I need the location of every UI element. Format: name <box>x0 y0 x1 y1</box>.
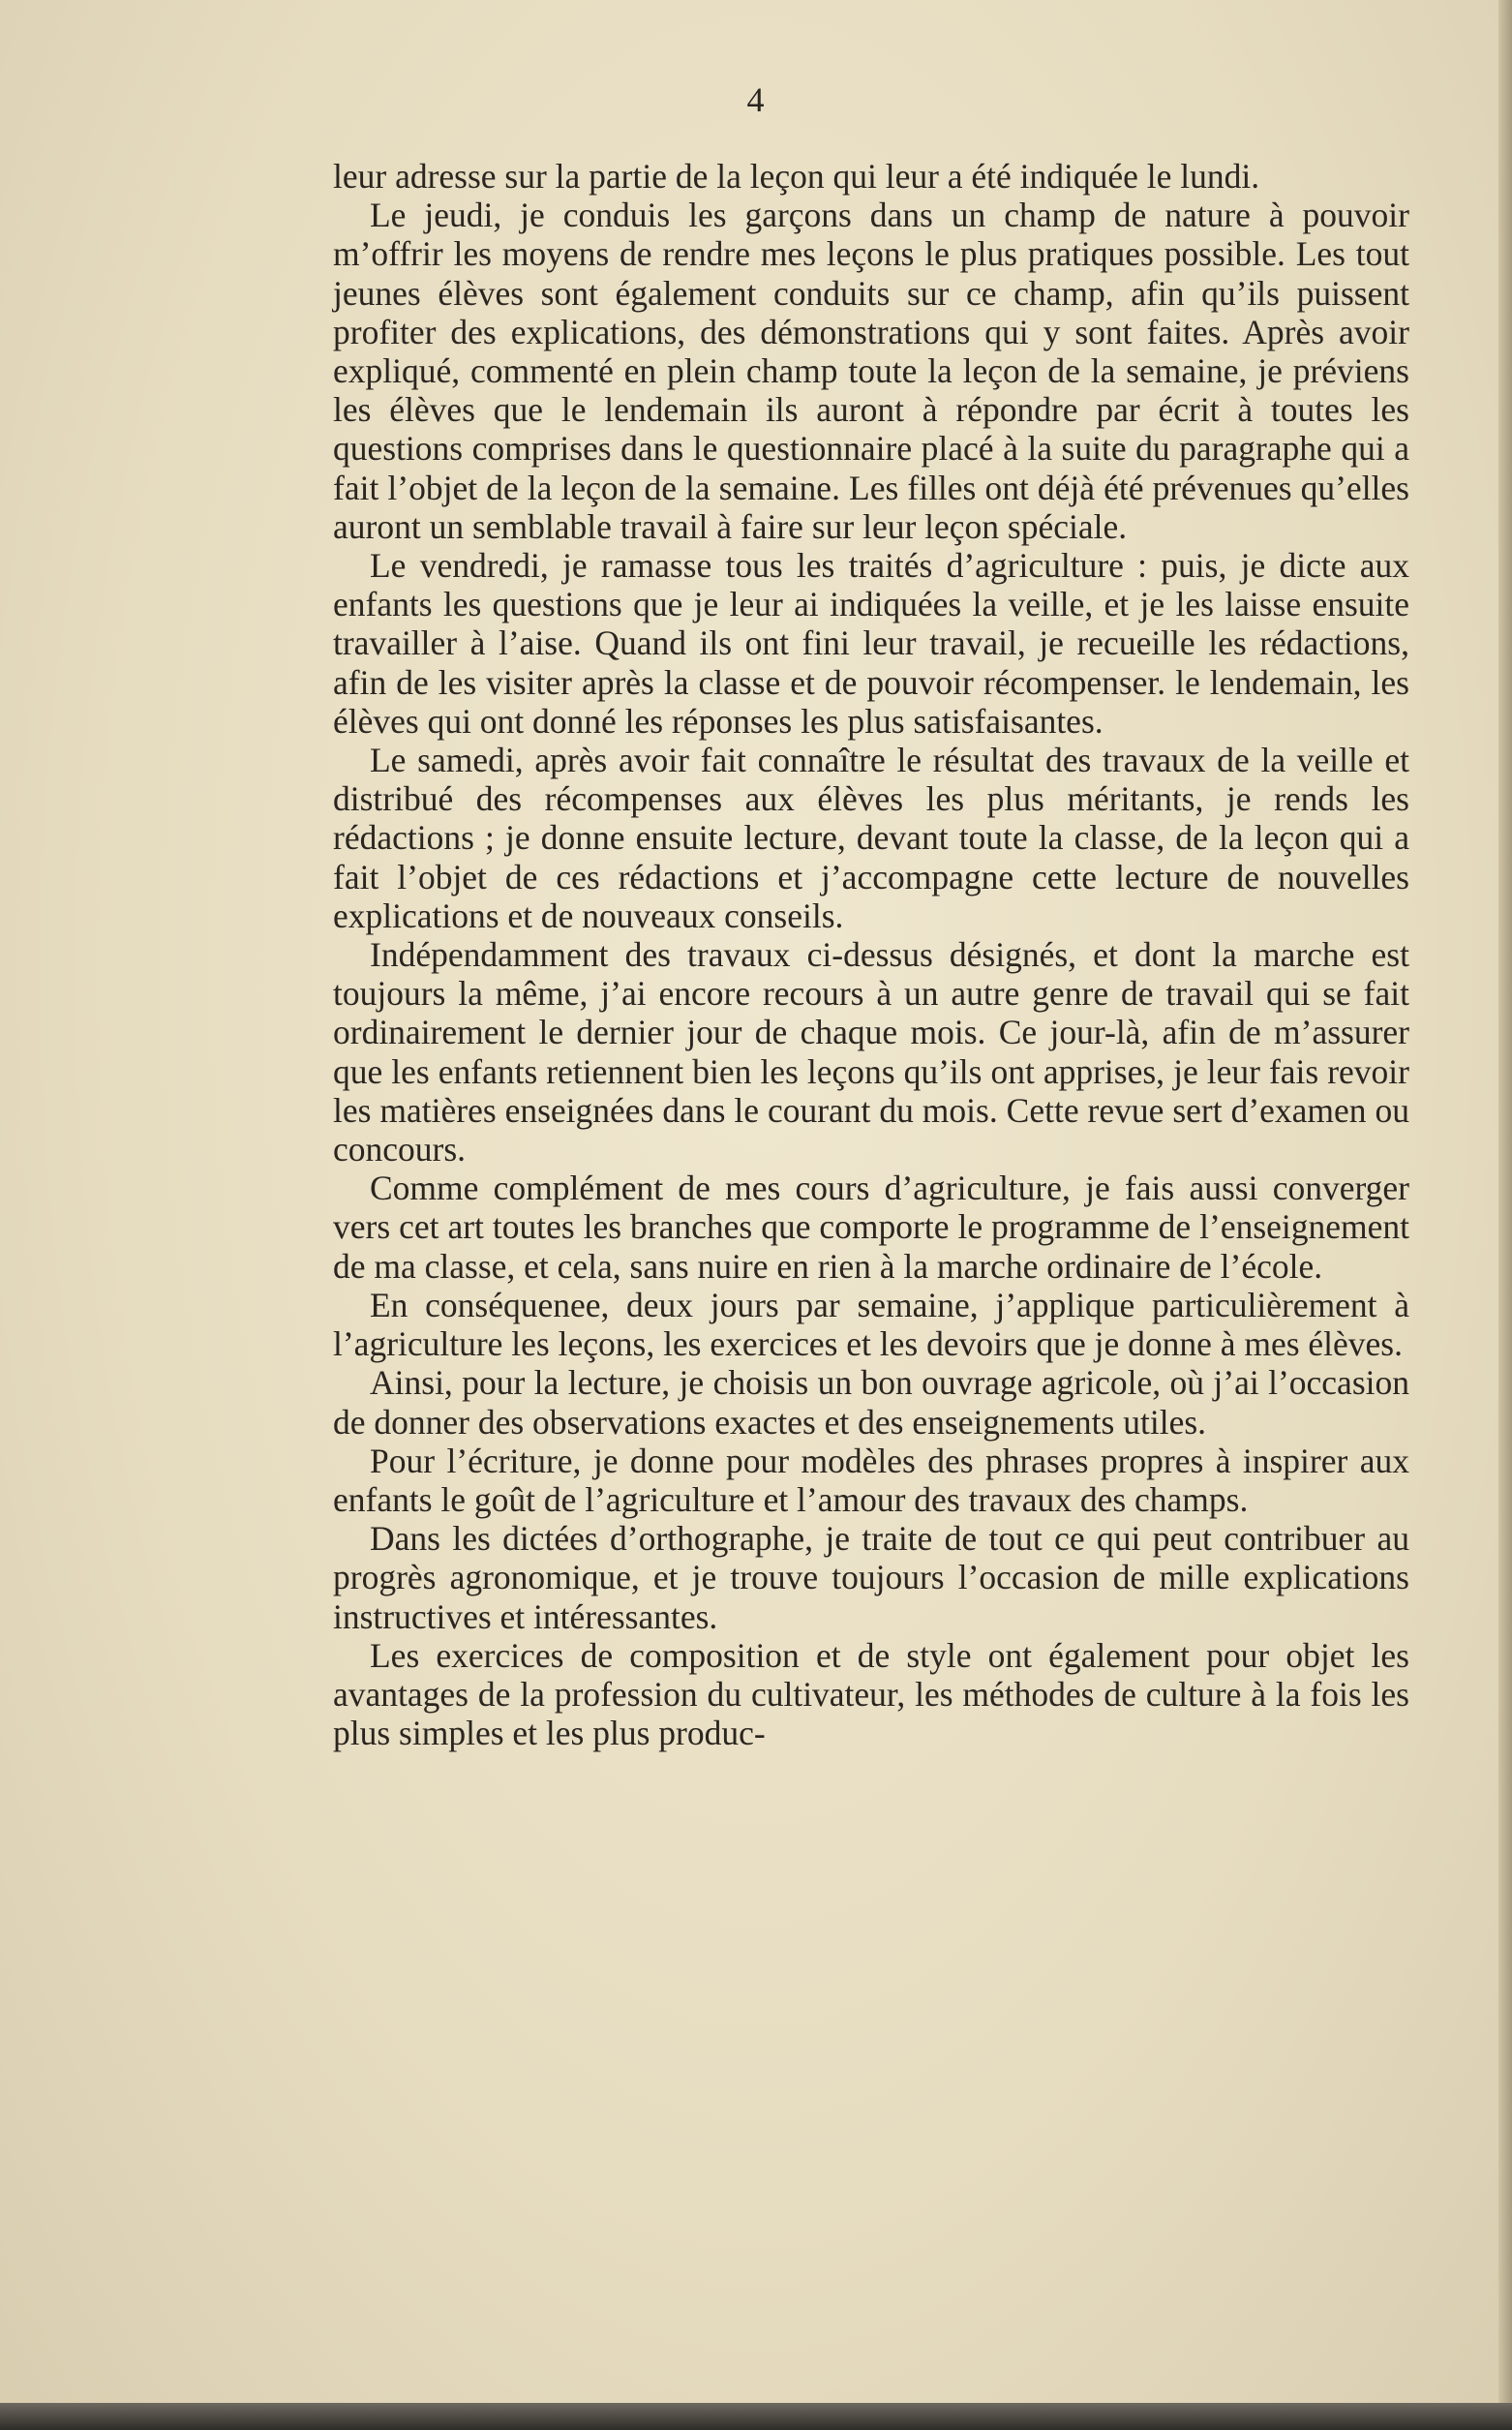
paragraph: Pour l’écriture, je donne pour modèles des phrases propres à inspirer aux enfants le goût de l’agriculture et l’amour des travaux des champs. <box>333 1441 1409 1519</box>
page-number: 4 <box>746 80 766 119</box>
paragraph: Les exercices de composition et de style ont également pour objet les avantages de la profession du cultivateur, les méthodes de culture à la fois les plus simples et les plus produc- <box>333 1635 1409 1753</box>
page-right-edge <box>1498 0 1512 2430</box>
paragraph: Indépendamment des travaux ci-dessus désignés, et dont la marche est toujours la même, j’ai encore recours à un autre genre de travail qui se fait ordinairement le dernier jour de chaque mois. Ce jour-là, afin de m’assurer que les enfants retiennent bien les leçons qu’ils ont apprises, je leur fais revoir les matières enseignées dans le courant du mois. Cette revue sert d’examen ou concours. <box>333 935 1409 1169</box>
page-bottom-edge <box>0 2403 1512 2430</box>
paragraph: Dans les dictées d’orthographe, je traite de tout ce qui peut contribuer au progrès agronomique, et je trouve toujours l’occasion de mille explications instructives et intéressantes. <box>333 1519 1409 1636</box>
paragraph: Le vendredi, je ramasse tous les traités d’agriculture : puis, je dicte aux enfants les questions que je leur ai indiquées la veille, et je les laisse ensuite travailler à l’aise. Quand ils ont fini leur travail, je recueille les rédactions, afin de les visiter après la classe et de pouvoir récompenser. le lendemain, les élèves qui ont donné les réponses les plus satisfaisantes. <box>333 546 1409 741</box>
paragraph: leur adresse sur la partie de la leçon qui leur a été indiquée le lundi. <box>333 157 1260 196</box>
body-text <box>333 157 1409 1752</box>
paragraph: Le samedi, après avoir fait connaître le résultat des travaux de la veille et distribué des récompenses aux élèves les plus méritants, je rends les rédactions ; je donne ensuite lecture, devant toute la classe, de la leçon qui a fait l’objet de ces rédactions et j’accompagne cette lecture de nouvelles explications et de nouveaux conseils. <box>333 741 1409 935</box>
paragraph: Le jeudi, je conduis les garçons dans un champ de nature à pouvoir m’offrir les moyens de rendre mes leçons le plus pratiques possible. Les tout jeunes élèves sont également conduits sur ce champ, afin qu’ils puissent profiter des explications, des démonstrations qui y sont faites. Après avoir expliqué, commenté en plein champ toute la leçon de la semaine, je préviens les élèves que le lendemain ils auront à répondre par écrit à toutes les questions comprises dans le questionnaire placé à la suite du paragraphe qui a fait l’objet de la leçon de la semaine. Les filles ont déjà été prévenues qu’elles auront un semblable travail à faire sur leur leçon spéciale. <box>333 196 1409 546</box>
paragraph: Ainsi, pour la lecture, je choisis un bon ouvrage agricole, où j’ai l’occasion de donner des observations exactes et des enseignements utiles. <box>333 1363 1409 1442</box>
paragraph: En conséquenee, deux jours par semaine, j’applique particulièrement à l’agriculture les leçons, les exercices et les devoirs que je donne à mes élèves. <box>333 1285 1409 1364</box>
paragraph: Comme complément de mes cours d’agriculture, je fais aussi converger vers cet art toutes les branches que comporte le programme de l’enseignement de ma classe, et cela, sans nuire en rien à la marche ordinaire de l’école. <box>333 1169 1409 1286</box>
